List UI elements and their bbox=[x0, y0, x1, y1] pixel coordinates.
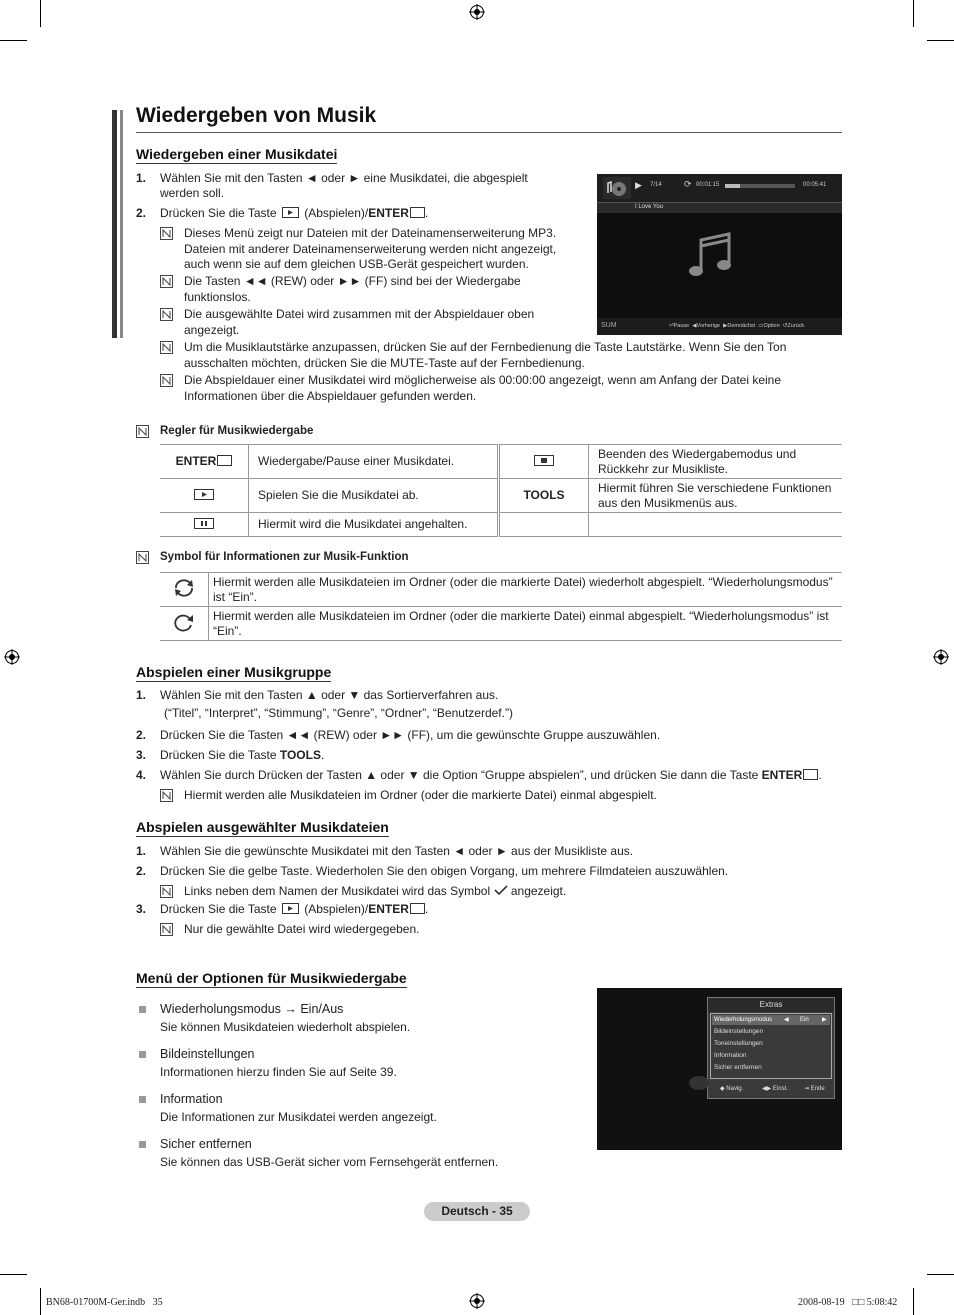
footer-file: BN68-01700M-Ger.indb 35 bbox=[46, 1297, 163, 1308]
control-back[interactable]: ↺Zurück bbox=[782, 323, 805, 329]
key-cell: ENTER bbox=[160, 445, 249, 479]
crop-mark bbox=[0, 40, 27, 41]
step-number: 2. bbox=[136, 864, 147, 878]
progress-bar bbox=[725, 184, 795, 188]
section-heading: Wiedergeben einer Musikdatei bbox=[136, 146, 338, 162]
note-text: Um die Musiklautstärke anzupassen, drücken Sie auf der Fernbedienung die Taste Lautstärke. Wenn Sie den Ton ausschalten möchten, drücken Sie die MUTE-Taste auf der Fernbedienung. bbox=[184, 340, 787, 370]
option-desc: Sie können Musikdateien wiederholt abspielen. bbox=[160, 1020, 411, 1034]
step-number: 3. bbox=[136, 902, 147, 916]
step-text: Wählen Sie mit den Tasten ▲ oder ▼ das Sortierverfahren aus. bbox=[160, 688, 499, 702]
desc-cell: Beenden des Wiedergabemodus und Rückkehr zur Musikliste. bbox=[589, 445, 843, 479]
note-text: Die Tasten ◄◄ (REW) oder ►► (FF) sind bei der Wiedergabe funktionslos. bbox=[184, 274, 521, 304]
nav-hint: ◆ Navig. bbox=[720, 1086, 744, 1092]
control-next[interactable]: ▶Demnächst bbox=[723, 323, 756, 329]
extras-footer bbox=[708, 1082, 834, 1096]
control-pause[interactable]: ⏎Pause bbox=[669, 323, 690, 329]
step-text: Drücken Sie die Taste TOOLS. bbox=[160, 748, 325, 762]
step-number: 1. bbox=[136, 688, 147, 702]
elapsed-time: 00:01:15 bbox=[696, 182, 720, 188]
enter-key-label: ENTER bbox=[368, 206, 409, 220]
note-icon bbox=[160, 885, 173, 898]
song-title: I Love You bbox=[635, 204, 664, 210]
page-number-badge: Deutsch - 35 bbox=[424, 1202, 530, 1221]
extras-list bbox=[710, 1013, 832, 1079]
table-row bbox=[160, 513, 842, 537]
play-key-icon bbox=[282, 903, 299, 914]
step-text: Drücken Sie die Tasten ◄◄ (REW) oder ►► (FF), um die gewünschte Gruppe auszuwählen. bbox=[160, 728, 661, 742]
step-number: 3. bbox=[136, 748, 147, 762]
table-row bbox=[160, 445, 842, 479]
music-player-screenshot bbox=[597, 174, 842, 335]
player-bottom-bar bbox=[597, 318, 842, 335]
note-icon bbox=[160, 923, 173, 936]
option-title: Wiederholungsmodus → Ein/Aus bbox=[160, 1002, 344, 1016]
option-item bbox=[160, 1002, 410, 1034]
note-icon bbox=[136, 425, 149, 438]
note-text: Hiermit werden alle Musikdateien im Ordner (oder die markierte Datei) einmal abgespielt. bbox=[184, 788, 657, 802]
step-number: 4. bbox=[136, 768, 147, 782]
device-label: SUM bbox=[601, 322, 617, 329]
crop-mark bbox=[913, 1288, 914, 1315]
section-heading: Abspielen einer Musikgruppe bbox=[136, 664, 332, 680]
table-row bbox=[160, 607, 842, 641]
note-text: Die ausgewählte Datei wird zusammen mit der Abspieldauer oben angezeigt. bbox=[184, 307, 535, 337]
step-text-part: Drücken Sie die Taste bbox=[160, 206, 277, 220]
table-row bbox=[160, 479, 842, 513]
registration-mark-icon bbox=[933, 649, 949, 665]
control-option[interactable]: ▭Option bbox=[758, 323, 780, 329]
step-text: Wählen Sie mit den Tasten ◄ oder ► eine Musikdatei, die abgespielt werden soll. bbox=[160, 171, 528, 200]
step-text: Wählen Sie durch Drücken der Tasten ▲ oder ▼ die Option “Gruppe abspielen”, und drücken Sie dann die Taste ENTER . bbox=[160, 768, 822, 782]
extras-item[interactable]: Sicher entfernen bbox=[714, 1064, 762, 1071]
play-state-icon: ▶ bbox=[635, 180, 642, 190]
step-text: Drücken Sie die gelbe Taste. Wiederholen Sie den obigen Vorgang, um mehrere Filmdateien auszuwählen. bbox=[160, 864, 729, 878]
registration-mark-icon bbox=[4, 649, 20, 665]
symbol-cell bbox=[160, 573, 209, 607]
step-number: 2. bbox=[136, 728, 147, 742]
crop-mark bbox=[0, 1274, 27, 1275]
step-number: 1. bbox=[136, 844, 147, 858]
footer-date: 2008-08-19 □□ 5:08:42 bbox=[798, 1297, 898, 1308]
track-index: 7/14 bbox=[650, 182, 662, 188]
table-heading-text: Regler für Musikwiedergabe bbox=[160, 425, 314, 437]
extras-item[interactable]: Information bbox=[714, 1052, 747, 1059]
pause-key-icon bbox=[194, 518, 214, 529]
desc-cell: Hiermit wird die Musikdatei angehalten. bbox=[249, 513, 499, 537]
key-cell bbox=[160, 513, 249, 537]
player-controls bbox=[669, 323, 804, 329]
extras-menu bbox=[707, 997, 835, 1099]
progress-fill bbox=[725, 184, 740, 188]
extras-menu-screenshot bbox=[597, 988, 842, 1150]
page-title: Wiedergeben von Musik bbox=[136, 104, 377, 127]
repeat-icon: ⟳ bbox=[684, 179, 692, 189]
note-text: Dieses Menü zeigt nur Dateien mit der Dateinamenserweiterung MP3. Dateien mit anderer Dateinamenserweiterung werden nicht angezeigt, auch wenn sie auf dem gleichen USB-Gerät gespeichert wurden. bbox=[184, 226, 557, 271]
symbol-table bbox=[160, 572, 842, 641]
desc-cell: Wiedergabe/Pause einer Musikdatei. bbox=[249, 445, 499, 479]
music-note-icon bbox=[689, 232, 733, 280]
play-key-icon bbox=[282, 207, 299, 218]
bullet-icon bbox=[139, 1006, 146, 1013]
table-heading-text: Symbol für Informationen zur Musik-Funktion bbox=[160, 551, 409, 563]
extras-item[interactable]: Toneinstellungen bbox=[714, 1040, 763, 1047]
note-icon bbox=[160, 789, 173, 802]
key-cell bbox=[160, 479, 249, 513]
step-text: Drücken Sie die Taste (Abspielen)/ENTER . bbox=[160, 902, 429, 916]
player-top-bar bbox=[597, 174, 842, 202]
crop-mark bbox=[927, 40, 954, 41]
option-item bbox=[160, 1137, 498, 1169]
repeat-once-icon bbox=[172, 612, 196, 632]
background-decoration bbox=[689, 1076, 709, 1090]
crop-mark bbox=[913, 0, 914, 27]
exit-hint[interactable]: ⇥ Ende bbox=[804, 1086, 825, 1092]
album-art-icon bbox=[603, 177, 631, 199]
repeat-all-icon bbox=[172, 578, 196, 598]
title-bar-decoration bbox=[120, 110, 123, 338]
note-icon bbox=[160, 308, 173, 321]
step-number: 1. bbox=[136, 171, 147, 185]
symbol-cell bbox=[160, 607, 209, 641]
option-title: Bildeinstellungen bbox=[160, 1047, 255, 1061]
note-icon bbox=[160, 341, 173, 354]
play-key-icon bbox=[194, 489, 214, 500]
desc-cell: Spielen Sie die Musikdatei ab. bbox=[249, 479, 499, 513]
symbol-desc: Hiermit werden alle Musikdateien im Ordner (oder die markierte Datei) wiederholt abgespielt. “Wiederholungsmodus” ist “Ein”. bbox=[209, 573, 843, 607]
stop-key-icon bbox=[534, 455, 554, 466]
note-text: Die Abspieldauer einer Musikdatei wird möglicherweise als 00:00:00 angezeigt, wenn am Anfang der Datei keine Informationen über die Abspieldauer gefunden werden. bbox=[184, 373, 782, 403]
step-text: Drücken Sie die Taste (Abspielen)/ENTER . bbox=[160, 206, 429, 220]
symbol-desc: Hiermit werden alle Musikdateien im Ordner (oder die markierte Datei) einmal abgespielt. “Wiederholungsmodus” ist “Ein”. bbox=[209, 607, 843, 641]
option-desc: Die Informationen zur Musikdatei werden angezeigt. bbox=[160, 1110, 437, 1124]
note-text: Links neben dem Namen der Musikdatei wird das Symbol angezeigt. bbox=[184, 884, 567, 898]
note-text: Nur die gewählte Datei wird wiedergegeben. bbox=[184, 922, 420, 936]
enter-key-icon bbox=[410, 903, 425, 914]
note-icon bbox=[160, 227, 173, 240]
option-desc: Informationen hierzu finden Sie auf Seite 39. bbox=[160, 1065, 397, 1079]
enter-key-icon bbox=[217, 455, 232, 466]
controls-table bbox=[160, 444, 842, 537]
step-subtext: (“Titel”, “Interpret”, “Stimmung”, “Genre”, “Ordner”, “Benutzerdef.”) bbox=[164, 706, 513, 720]
song-bar bbox=[597, 202, 842, 213]
enter-key-icon bbox=[803, 769, 818, 780]
key-cell bbox=[499, 513, 589, 537]
bullet-icon bbox=[139, 1096, 146, 1103]
crop-mark bbox=[927, 1274, 954, 1275]
key-cell bbox=[499, 445, 589, 479]
checkmark-icon bbox=[494, 885, 508, 895]
desc-cell: Hiermit führen Sie verschiedene Funktionen aus den Musikmenüs aus. bbox=[589, 479, 843, 513]
title-rule bbox=[136, 132, 842, 133]
option-title: Information bbox=[160, 1092, 223, 1106]
bullet-icon bbox=[139, 1141, 146, 1148]
step-text-part: (Abspielen)/ bbox=[304, 206, 369, 220]
extras-item-selected[interactable]: Wiederholungsmodus ◀ Ein ▶ bbox=[712, 1015, 830, 1025]
note-icon bbox=[160, 374, 173, 387]
option-item bbox=[160, 1092, 437, 1124]
step-number: 2. bbox=[136, 206, 147, 220]
option-title: Sicher entfernen bbox=[160, 1137, 252, 1151]
registration-mark-icon bbox=[469, 4, 485, 20]
extras-title: Extras bbox=[708, 998, 834, 1012]
key-cell: TOOLS bbox=[499, 479, 589, 513]
total-time: 00:05:41 bbox=[803, 182, 827, 188]
note-icon bbox=[160, 275, 173, 288]
registration-mark-icon bbox=[469, 1293, 485, 1309]
desc-cell bbox=[589, 513, 843, 537]
control-previous[interactable]: ◀Vorherige bbox=[692, 323, 721, 329]
crop-mark bbox=[40, 1288, 41, 1315]
crop-mark bbox=[40, 0, 41, 27]
table-row bbox=[160, 573, 842, 607]
step-text: Wählen Sie die gewünschte Musikdatei mit den Tasten ◄ oder ► aus der Musikliste aus. bbox=[160, 844, 634, 858]
extras-item[interactable]: Bildeinstellungen bbox=[714, 1028, 764, 1035]
section-heading: Menü der Optionen für Musikwiedergabe bbox=[136, 970, 407, 986]
set-hint: ◀▶ Einst. bbox=[762, 1086, 788, 1092]
option-desc: Sie können das USB-Gerät sicher vom Fernsehgerät entfernen. bbox=[160, 1155, 499, 1169]
note-icon bbox=[136, 551, 149, 564]
title-bar-decoration bbox=[112, 110, 117, 338]
section-heading: Abspielen ausgewählter Musikdateien bbox=[136, 819, 389, 835]
option-item bbox=[160, 1047, 397, 1079]
enter-key-icon bbox=[410, 207, 425, 218]
bullet-icon bbox=[139, 1051, 146, 1058]
